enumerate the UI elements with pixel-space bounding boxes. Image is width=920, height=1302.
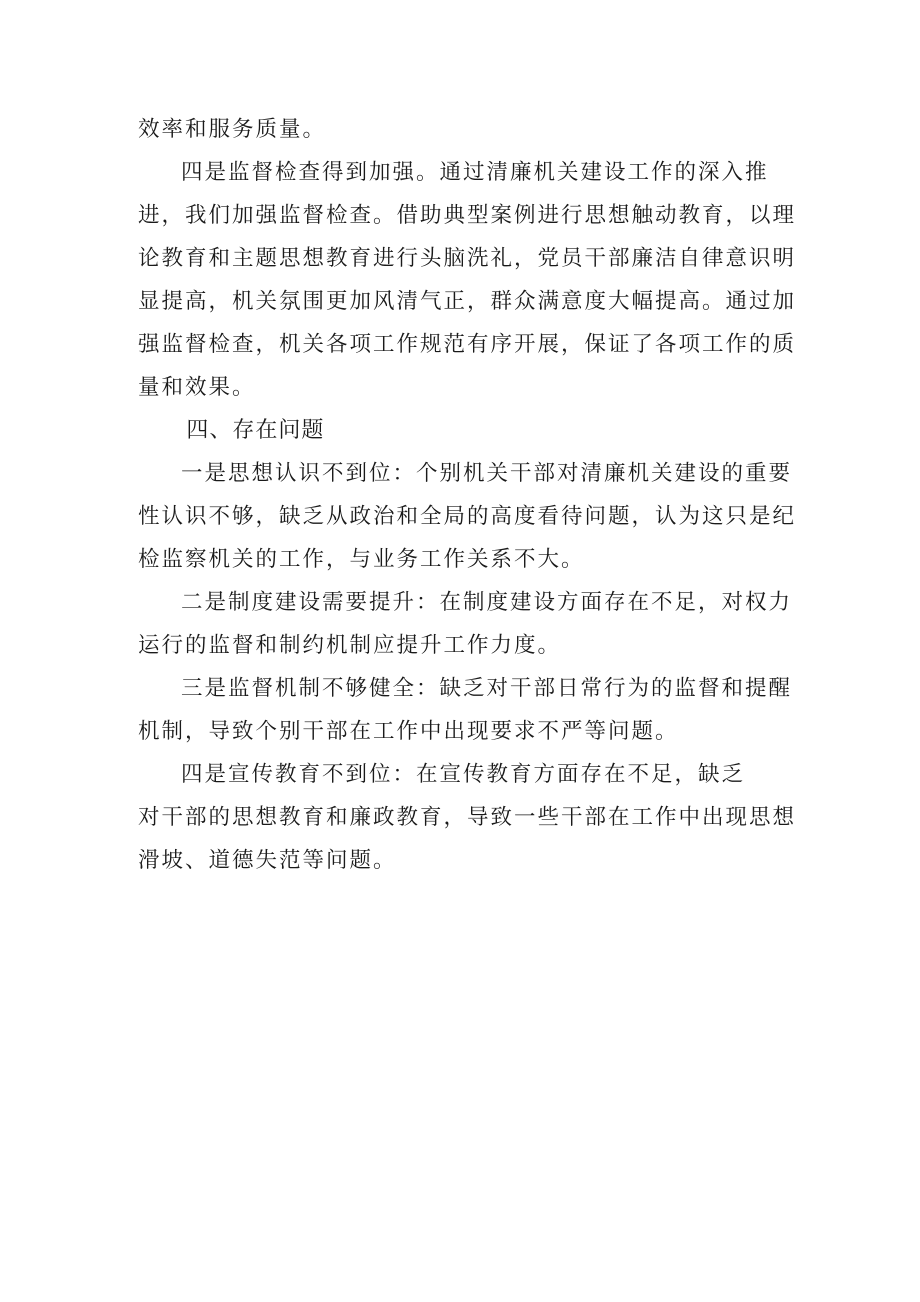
paragraph-problem-1: 一是思想认识不到位：个别机关干部对清廉机关建设的重要性认识不够，缺乏从政治和全局的高度看待问题，认为这只是纪检监察机关的工作，与业务工作关系不大。 bbox=[138, 461, 797, 572]
paragraph-problem-4-line-2: 对干部的思想教育和廉政教育，导致一些干部在工作中出现思想滑坡、道德失范等问题。 bbox=[138, 805, 797, 873]
paragraph-problem-4 bbox=[138, 753, 798, 882]
paragraph-problem-3: 三是监督机制不够健全：缺乏对干部日常行为的监督和提醒机制，导致个别干部在工作中出现要求不严等问题。 bbox=[138, 676, 793, 744]
section-heading: 四、存在问题 bbox=[186, 418, 325, 443]
paragraph-problem-2: 二是制度建设需要提升：在制度建设方面存在不足，对权力运行的监督和制约机制应提升工作力度。 bbox=[138, 590, 793, 658]
document-body bbox=[138, 108, 798, 882]
paragraph-problem-4-line-1: 四是宣传教育不到位：在宣传教育方面存在不足，缺乏 bbox=[181, 762, 746, 787]
paragraph-supervision: 四是监督检查得到加强。通过清廉机关建设工作的深入推进，我们加强监督检查。借助典型案例进行思想触动教育，以理论教育和主题思想教育进行头脑洗礼，党员干部廉洁自律意识明显提高，机关氛围更加风清气正，群众满意度大幅提高。通过加强监督检查，机关各项工作规范有序开展，保证了各项工作的质量和效果。 bbox=[138, 160, 797, 400]
paragraph-continuation: 效率和服务质量。 bbox=[138, 117, 327, 142]
